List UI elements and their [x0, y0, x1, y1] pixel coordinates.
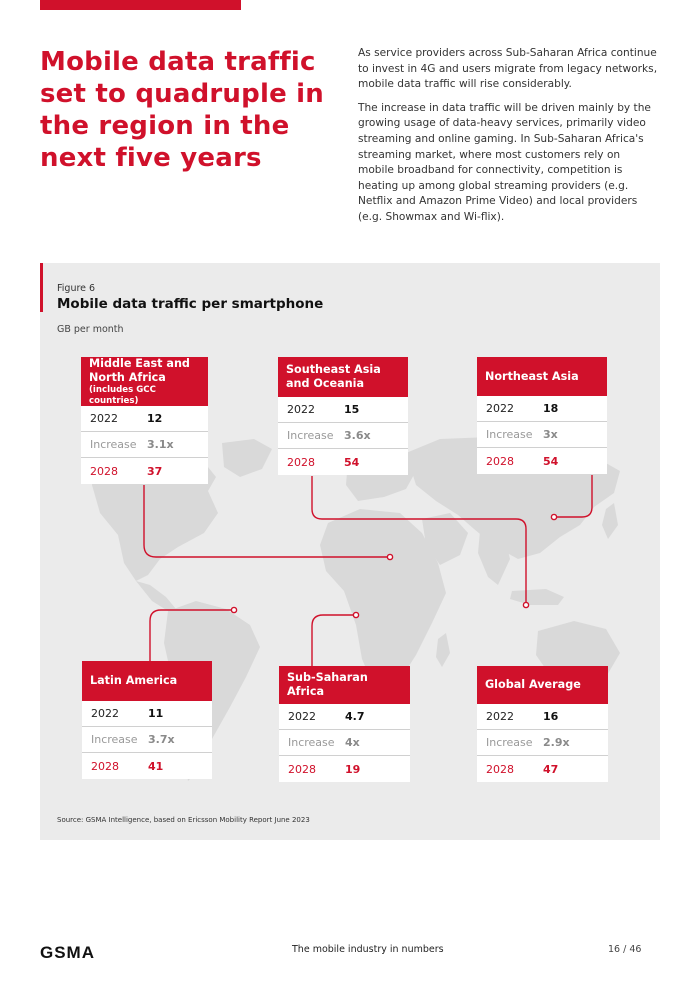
dot-mena: [387, 554, 392, 559]
footer-publication-title: The mobile industry in numbers: [292, 944, 444, 955]
dot-nea: [551, 514, 556, 519]
figure-number: Figure 6: [57, 283, 96, 294]
region-name: Latin America: [90, 674, 178, 687]
row-2028: 2028 47: [486, 762, 559, 776]
region-card-southeast-asia: [278, 357, 408, 475]
intro-paragraph-2: The increase in data traffic will be driven mainly by the growing usage of data-heavy services, primarily video streaming and online gaming. In Sub-Saharan Africa's streaming market, where most customers rely on mobile broadband for connectivity, competition is heating up among global streaming providers (e.g. Netflix and Amazon Prime Video) and local providers (e.g. Showmax and Wi-flix).: [358, 101, 651, 223]
card-header: [81, 357, 208, 406]
row-increase: Increase 3.6x: [278, 423, 408, 449]
dot-sea: [523, 602, 528, 607]
row-increase: Increase 3x: [477, 422, 607, 448]
row-2022: 2022 11: [82, 701, 212, 727]
dot-ssa: [353, 612, 358, 617]
region-name: Global Average: [485, 678, 581, 691]
row-2028: 2028 54: [486, 454, 559, 468]
region-name: Northeast Asia: [485, 369, 579, 383]
intro-text: [358, 46, 658, 226]
card-header: [477, 666, 608, 704]
row-2022: 2022 18: [477, 396, 607, 422]
region-card-global-average: [477, 666, 608, 782]
figure-source: Source: GSMA Intelligence, based on Ericsson Mobility Report June 2023: [57, 816, 310, 824]
row-2028: 2028 54: [287, 455, 360, 469]
figure-unit: GB per month: [57, 324, 124, 335]
region-card-northeast-asia: [477, 357, 607, 474]
region-name: Southeast Asia and Oceania: [286, 363, 381, 390]
region-card-sub-saharan-africa: [279, 666, 410, 782]
row-increase: Increase 3.1x: [81, 432, 208, 458]
top-accent-bar: [40, 0, 241, 10]
figure-title: Mobile data traffic per smartphone: [57, 296, 324, 312]
gsma-logo: [40, 944, 128, 960]
page-number: 16 / 46: [608, 944, 642, 955]
region-name: Sub-Saharan Africa: [287, 671, 368, 698]
logo-text: GSMA: [40, 944, 95, 960]
figure-accent-bar: [40, 263, 43, 312]
row-increase: Increase 3.7x: [82, 727, 212, 753]
region-card-mena: [81, 357, 208, 484]
card-header: [279, 666, 410, 704]
region-subname: (includes GCC countries): [89, 384, 156, 406]
card-header: [82, 661, 212, 701]
row-2022: 2022 16: [477, 704, 608, 730]
card-header: [278, 357, 408, 397]
row-2028: 2028 37: [90, 464, 163, 478]
row-increase: Increase 2.9x: [477, 730, 608, 756]
row-increase: Increase 4x: [279, 730, 410, 756]
row-2022: 2022 4.7: [279, 704, 410, 730]
intro-paragraph-1: As service providers across Sub-Saharan Africa continue to invest in 4G and users migrate from legacy networks, mobile data traffic will rise considerably.: [358, 47, 658, 91]
region-name: Middle East and North Africa: [89, 356, 190, 384]
card-header: [477, 357, 607, 396]
dot-latam: [231, 607, 236, 612]
row-2028: 2028 19: [288, 762, 361, 776]
page-headline: Mobile data traffic set to quadruple in the region in the next five years: [40, 47, 324, 173]
row-2028: 2028 41: [91, 759, 164, 773]
region-card-latin-america: [82, 661, 212, 779]
row-2022: 2022 15: [278, 397, 408, 423]
row-2022: 2022 12: [81, 406, 208, 432]
